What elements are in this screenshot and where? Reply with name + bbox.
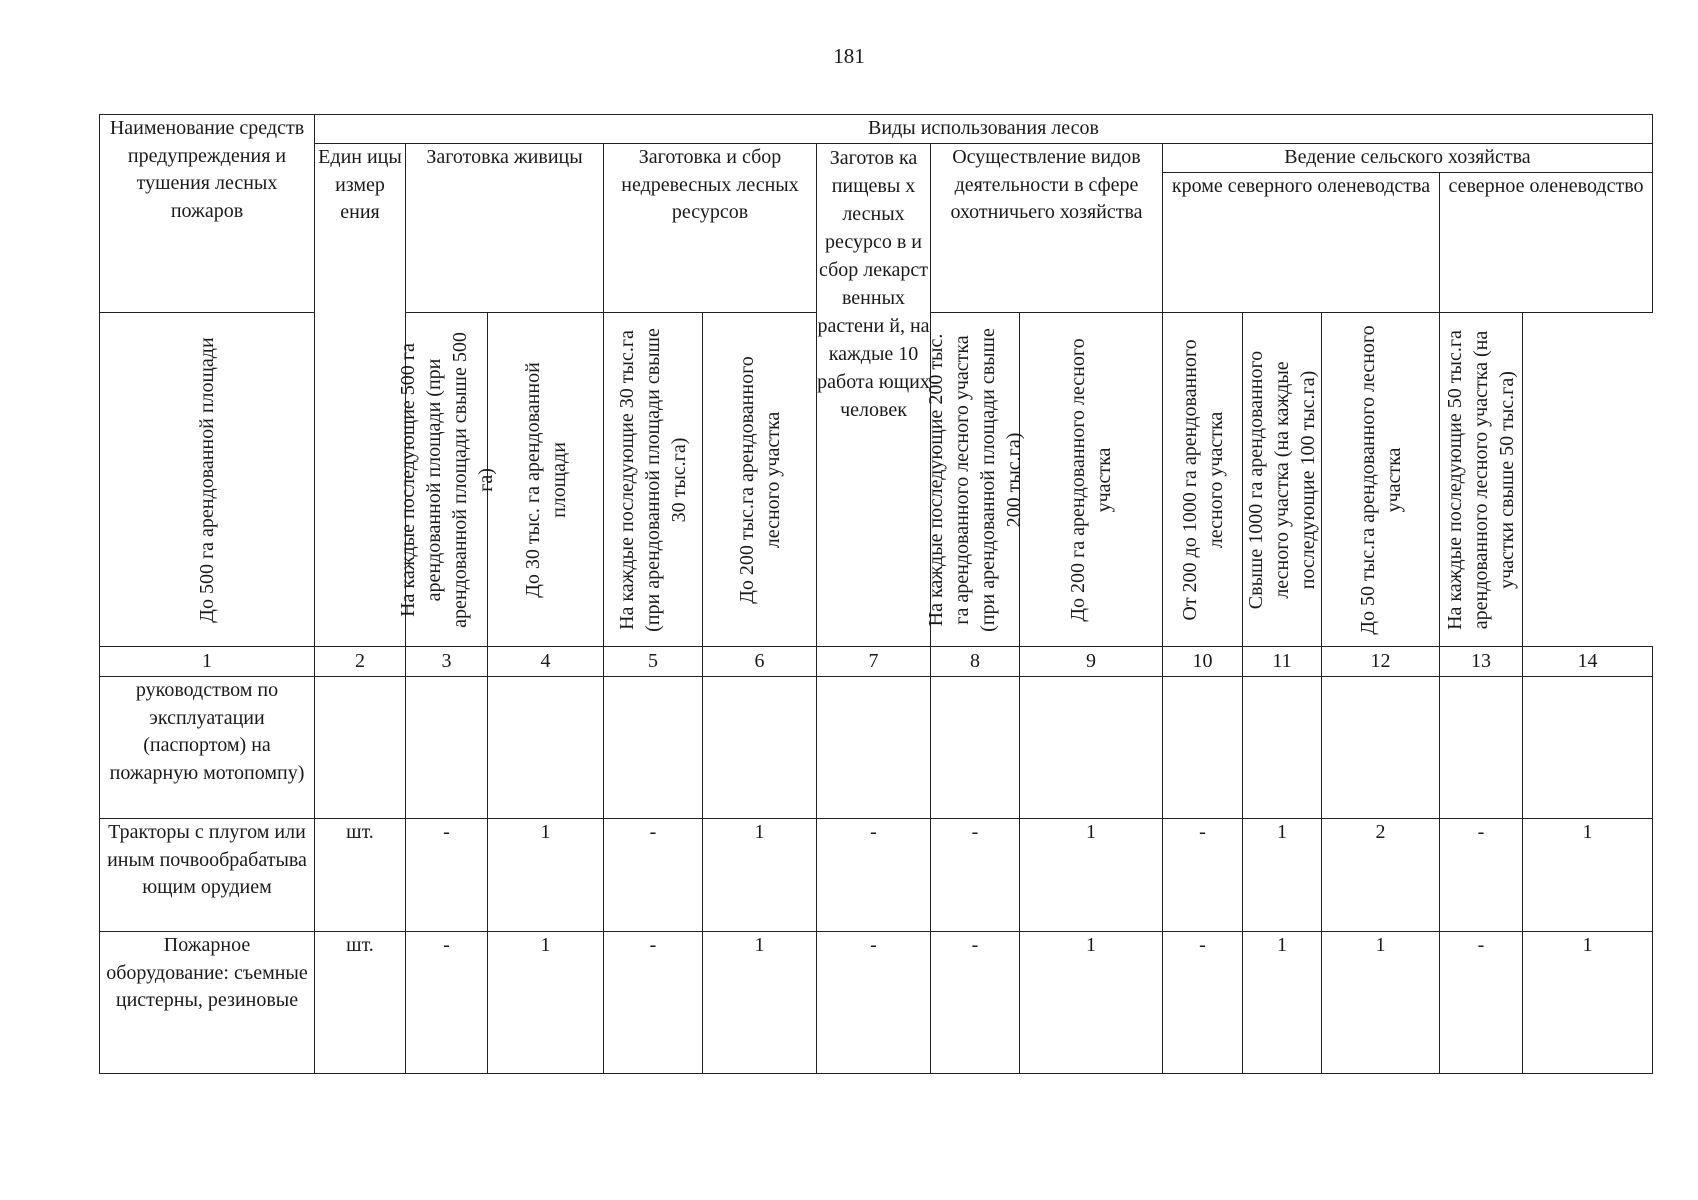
table-cell: - — [1440, 932, 1523, 1074]
header-col-3: До 500 га арендованной площади — [196, 336, 218, 623]
header-col-13: До 50 тыс.га арендованного лесного участка — [1356, 324, 1405, 635]
table-cell: - — [406, 932, 488, 1074]
header-col-14: На каждые последующие 50 тыс.га арендованного лесного участка (на участки свыше 50 тыс.га) — [1444, 329, 1518, 630]
table-cell — [488, 677, 604, 819]
table-cell — [1440, 677, 1523, 819]
table-cell: 1 — [1243, 819, 1322, 932]
header-selhoz: Ведение сельского хозяйства — [1163, 144, 1653, 173]
table-cell: 2 — [1322, 819, 1440, 932]
column-number: 13 — [1440, 647, 1523, 677]
table-cell: 1 — [1322, 932, 1440, 1074]
column-number: 8 — [931, 647, 1020, 677]
row-name: руководством по эксплуатации (паспортом) на пожарную мотопомпу) — [100, 677, 315, 819]
table-cell: 1 — [1523, 932, 1653, 1074]
table-cell: - — [604, 932, 703, 1074]
table-cell: - — [817, 932, 931, 1074]
table-cell: - — [931, 932, 1020, 1074]
column-number: 2 — [315, 647, 406, 677]
table-cell: - — [817, 819, 931, 932]
table-cell: 1 — [1020, 819, 1163, 932]
table-cell — [1163, 677, 1243, 819]
column-number: 3 — [406, 647, 488, 677]
table-cell: - — [1163, 819, 1243, 932]
table-cell — [1020, 677, 1163, 819]
table-row — [100, 677, 1653, 819]
header-pishchevye: Заготов ка пищевы х лесных ресурсо в и сбор лекарст венных растени й, на каждые 10 работа ющих человек — [817, 144, 931, 647]
column-number: 12 — [1322, 647, 1440, 677]
column-number: 4 — [488, 647, 604, 677]
table-cell — [604, 677, 703, 819]
table-cell: 1 — [488, 932, 604, 1074]
page-number: 181 — [833, 44, 865, 68]
header-vidy-ispolzovaniya: Виды использования лесов — [315, 115, 1653, 144]
header-zhivica: Заготовка живицы — [406, 144, 604, 313]
table-cell: 1 — [1243, 932, 1322, 1074]
table-cell — [315, 677, 406, 819]
header-col-5: До 30 тыс. га арендованной площади — [521, 361, 570, 598]
header-col-9: На каждые последующие 200 тыс. га арендованного лесного участка (при арендованной площади свыше 200 тыс.га) — [925, 327, 1025, 632]
column-number: 9 — [1020, 647, 1163, 677]
table-cell: - — [1163, 932, 1243, 1074]
header-severnoe: северное оленеводство — [1440, 173, 1653, 313]
table-cell — [1322, 677, 1440, 819]
column-number: 6 — [703, 647, 817, 677]
header-units: Един ицы измер ения — [315, 144, 406, 647]
row-name: Тракторы с плугом или иным почвообрабатыва ющим орудием — [100, 819, 315, 932]
column-number: 14 — [1523, 647, 1653, 677]
table-cell — [1243, 677, 1322, 819]
table-cell: - — [406, 819, 488, 932]
header-col-6: На каждые последующие 30 тыс.га (при арендованной площади свыше 30 тыс.га) — [616, 327, 690, 632]
table-cell — [931, 677, 1020, 819]
table-cell — [817, 677, 931, 819]
column-number: 10 — [1163, 647, 1243, 677]
row-name: Пожарное оборудование: съемные цистерны, резиновые — [100, 932, 315, 1074]
table-cell: 1 — [1523, 819, 1653, 932]
header-nedrevesnye: Заготовка и сбор недревесных лесных ресурсов — [604, 144, 817, 313]
table-cell: шт. — [315, 819, 406, 932]
table-row — [100, 932, 1653, 1074]
header-col-4: На каждые последующие 500 га арендованной площади (при арендованной площади свыше 500 га) — [396, 331, 497, 628]
header-ohota: Осуществление видов деятельности в сфере охотничьего хозяйства — [931, 144, 1163, 313]
column-number: 5 — [604, 647, 703, 677]
table-cell: - — [1440, 819, 1523, 932]
header-col-12: Свыше 1000 га арендованного лесного участка (на каждые последующие 100 тыс.га) — [1245, 350, 1319, 609]
column-number: 1 — [100, 647, 315, 677]
table-cell — [406, 677, 488, 819]
table-cell: 1 — [1020, 932, 1163, 1074]
header-name-column: Наименование средств предупреждения и тушения лесных пожаров — [100, 115, 315, 313]
header-col-8: До 200 тыс.га арендованного лесного участка — [735, 355, 784, 604]
header-col-11: От 200 до 1000 га арендованного лесного участка — [1178, 338, 1227, 621]
column-number: 7 — [817, 647, 931, 677]
table-row — [100, 819, 1653, 932]
table-cell: 1 — [703, 932, 817, 1074]
header-krome-severnogo: кроме северного оленеводства — [1163, 173, 1440, 313]
header-col-10: До 200 га арендованного лесного участка — [1067, 337, 1115, 622]
table-cell: - — [604, 819, 703, 932]
table-cell — [703, 677, 817, 819]
table-cell: 1 — [488, 819, 604, 932]
table-cell — [1523, 677, 1653, 819]
column-number: 11 — [1243, 647, 1322, 677]
forest-fire-equipment-table — [99, 114, 1653, 1074]
table-cell: - — [931, 819, 1020, 932]
table-cell: шт. — [315, 932, 406, 1074]
table-cell: 1 — [703, 819, 817, 932]
column-number-row — [100, 647, 1653, 677]
